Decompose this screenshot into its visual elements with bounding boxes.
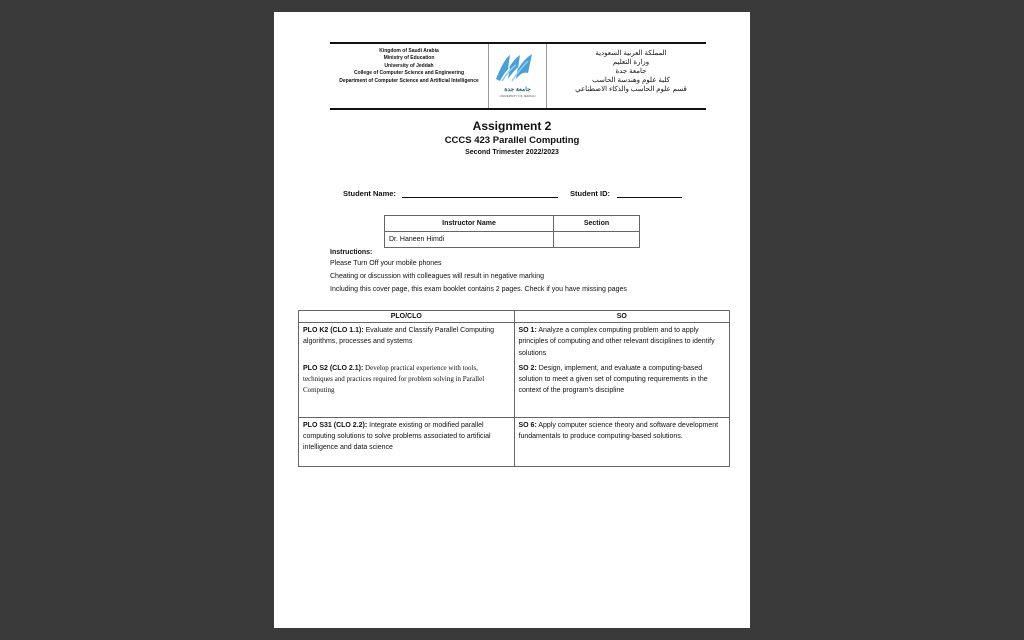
section-cell [554, 232, 640, 248]
header-arabic: المملكة العربية السعودية وزارة التعليم جامعة جدة كلية علوم وهندسة الحاسب قسم علوم الحاسب والذكاء الاصطناعي [575, 50, 687, 93]
plo-cell: PLO S31 (CLO 2.2): Integrate existing or modified parallel computing solutions to solve problems associated to artificial intelligence and data science [299, 417, 515, 466]
instruction-item: Please Turn Off your mobile phones [330, 260, 442, 267]
so-cell: SO 6: Apply computer science theory and software development fundamentals to produce computing-based solutions. [514, 417, 730, 466]
so-header: SO [514, 311, 730, 323]
university-header [330, 42, 706, 110]
assignment-title: Assignment 2 [472, 119, 552, 133]
section-header: Section [554, 216, 640, 232]
university-logo-icon [494, 51, 540, 83]
university-logo: جامعة جدة UNIVERSITY OF JEDDAH [488, 44, 547, 108]
header-english: Kingdom of Saudi Arabia Ministry of Education University of Jeddah College of Computer Science and Engineering Department of Computer Science and Artificial Intelligence [339, 48, 479, 84]
plo-cell: PLO S2 (CLO 2.1): Develop practical experience with tools, techniques and practices required for problem solving in Parallel Computing [299, 361, 515, 418]
so-cell: SO 1: Analyze a complex computing problem and to apply principles of computing and other relevant disciplines to identify solutions [514, 323, 730, 361]
student-id-label: Student ID: [570, 189, 610, 198]
instruction-item: Including this cover page, this exam booklet contains 2 pages. Check if you have missing pages [330, 286, 627, 293]
instructor-table [384, 215, 640, 248]
student-name-line[interactable] [402, 197, 558, 198]
instructor-name-header: Instructor Name [385, 216, 554, 232]
instruction-item: Cheating or discussion with colleagues will result in negative marking [330, 273, 544, 280]
student-name-label: Student Name: [343, 189, 396, 198]
document-page [274, 12, 750, 628]
instructions-heading: Instructions: [330, 249, 373, 256]
plo-clo-header: PLO/CLO [299, 311, 515, 323]
so-cell: SO 2: Design, implement, and evaluate a computing-based solution to meet a given set of computing requirements in the context of the program’s discipline [514, 361, 730, 418]
plo-cell: PLO K2 (CLO 1.1): Evaluate and Classify Parallel Computing algorithms, processes and systems [299, 323, 515, 361]
student-id-line[interactable] [617, 197, 682, 198]
course-title: CCCS 423 Parallel Computing [444, 135, 580, 146]
plo-so-table [298, 310, 730, 467]
term-title: Second Trimester 2022/2023 [465, 149, 559, 156]
instructor-name-cell: Dr. Haneen Himdi [385, 232, 554, 248]
